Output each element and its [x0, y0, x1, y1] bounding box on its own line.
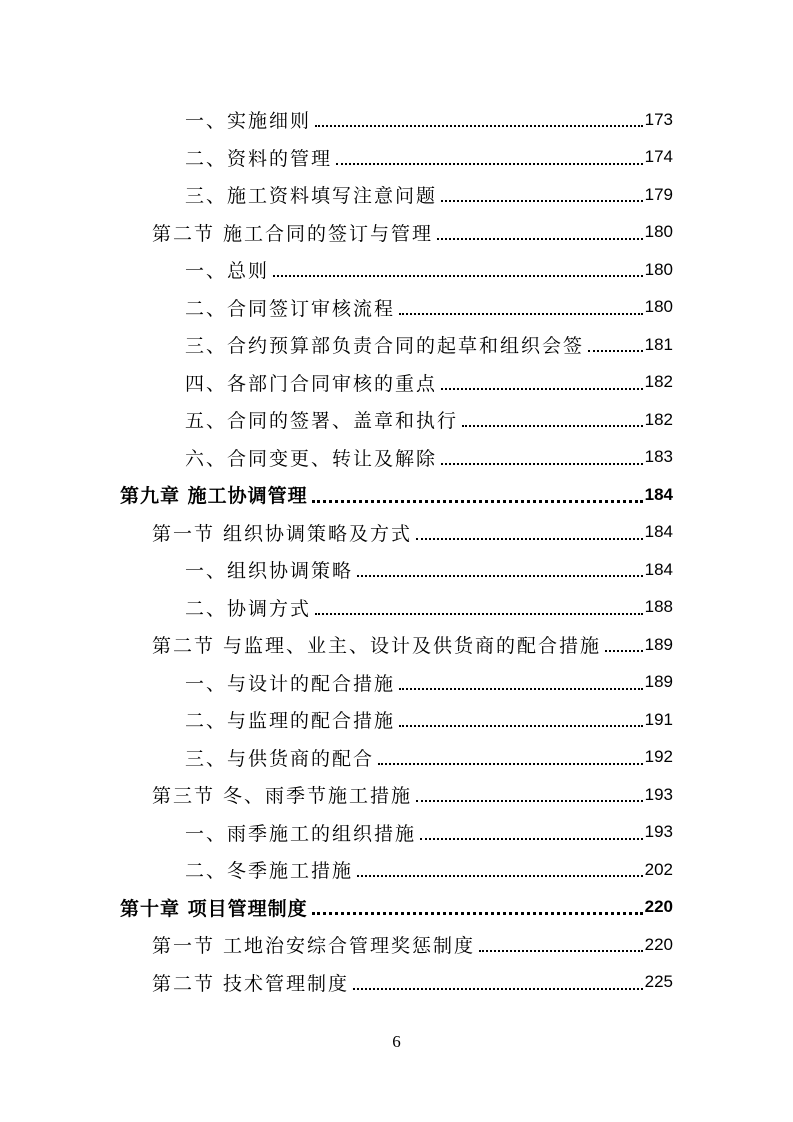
- toc-entry-page: 188: [644, 597, 673, 617]
- toc-entry-page: 184: [644, 559, 673, 579]
- toc-entry-title: 第三节 冬、雨季节施工措施: [152, 785, 413, 808]
- toc-entry-page: 202: [644, 859, 673, 879]
- toc-entry-title: 六、合同变更、转让及解除: [185, 447, 438, 470]
- toc-entry-page: 193: [644, 822, 673, 842]
- toc-entry-title: 第九章 施工协调管理: [120, 485, 308, 508]
- toc-entry[interactable]: [0, 739, 793, 777]
- toc-entry-title: 二、冬季施工措施: [185, 860, 354, 883]
- toc-dot-leader: [441, 369, 643, 390]
- toc-entry-title: 第一节 组织协调策略及方式: [152, 522, 413, 545]
- toc-entry-title: 三、与供货商的配合: [185, 747, 375, 770]
- toc-entry-title: 五、合同的签署、盖章和执行: [185, 410, 459, 433]
- toc-dot-leader: [588, 331, 643, 352]
- toc-dot-leader: [357, 856, 643, 877]
- toc-entry-title: 第一节 工地治安综合管理奖惩制度: [152, 935, 476, 958]
- toc-entry-page: 183: [644, 447, 673, 467]
- toc-entry-page: 193: [644, 784, 673, 804]
- toc-entry[interactable]: [0, 364, 793, 402]
- toc-entry-page: 189: [644, 672, 673, 692]
- toc-entry-page: 184: [644, 522, 673, 542]
- toc-entry[interactable]: [0, 589, 793, 627]
- toc-entry-title: 二、协调方式: [185, 597, 312, 620]
- toc-entry[interactable]: [0, 289, 793, 327]
- toc-entry-title: 一、组织协调策略: [185, 560, 354, 583]
- toc-dot-leader: [416, 781, 643, 802]
- toc-entry-page: 179: [644, 184, 673, 204]
- toc-entry[interactable]: [0, 551, 793, 589]
- toc-section-entry[interactable]: [0, 626, 793, 664]
- toc-entry-page: 180: [644, 222, 673, 242]
- toc-entry-page: 220: [644, 934, 673, 954]
- toc-dot-leader: [605, 631, 643, 652]
- toc-dot-leader: [441, 444, 643, 465]
- toc-dot-leader: [336, 144, 643, 165]
- toc-entry[interactable]: [0, 851, 793, 889]
- toc-entry-page: 220: [644, 897, 673, 917]
- toc-entry-title: 四、各部门合同审核的重点: [185, 372, 438, 395]
- toc-entry-page: 180: [644, 297, 673, 317]
- page-number: 6: [392, 1032, 401, 1051]
- toc-dot-leader: [357, 556, 643, 577]
- toc-entry-title: 一、实施细则: [185, 110, 312, 133]
- toc-entry[interactable]: [0, 814, 793, 852]
- toc-dot-leader: [353, 969, 643, 990]
- toc-section-entry[interactable]: [0, 514, 793, 552]
- toc-entry-title: 三、合约预算部负责合同的起草和组织会签: [185, 335, 585, 358]
- toc-entry-title: 二、合同签订审核流程: [185, 297, 396, 320]
- toc-entry-title: 第二节 与监理、业主、设计及供货商的配合措施: [152, 635, 602, 658]
- toc-dot-leader: [479, 931, 643, 952]
- toc-entry[interactable]: [0, 664, 793, 702]
- toc-section-entry[interactable]: [0, 776, 793, 814]
- toc-dot-leader: [462, 406, 643, 427]
- toc-chapter-entry[interactable]: [0, 476, 793, 514]
- toc-chapter-entry[interactable]: [0, 889, 793, 927]
- toc-entry-title: 一、雨季施工的组织措施: [185, 822, 417, 845]
- toc-entry-page: 173: [644, 109, 673, 129]
- toc-entry-title: 第十章 项目管理制度: [120, 897, 308, 920]
- toc-entry[interactable]: [0, 326, 793, 364]
- toc-entry-title: 二、与监理的配合措施: [185, 710, 396, 733]
- toc-dot-leader: [378, 744, 643, 765]
- toc-section-entry[interactable]: [0, 926, 793, 964]
- toc-dot-leader: [312, 893, 643, 915]
- toc-entry-page: 189: [644, 634, 673, 654]
- toc-entry-page: 192: [644, 747, 673, 767]
- toc-dot-leader: [399, 294, 643, 315]
- toc-entry-page: 225: [644, 972, 673, 992]
- toc-dot-leader: [441, 181, 643, 202]
- toc-section-entry[interactable]: [0, 964, 793, 1002]
- toc-entry-page: 181: [644, 334, 673, 354]
- toc-entry-title: 第二节 施工合同的签订与管理: [152, 222, 434, 245]
- toc-entry-page: 174: [644, 147, 673, 167]
- toc-entry-page: 184: [644, 484, 673, 504]
- toc-dot-leader: [273, 256, 643, 277]
- toc-entry[interactable]: [0, 101, 793, 139]
- toc-dot-leader: [416, 519, 643, 540]
- toc-entry-page: 182: [644, 409, 673, 429]
- toc-entry[interactable]: [0, 401, 793, 439]
- toc-entry-page: 191: [644, 709, 673, 729]
- toc-dot-leader: [437, 219, 643, 240]
- toc-dot-leader: [399, 669, 643, 690]
- toc-dot-leader: [399, 706, 643, 727]
- toc-entry[interactable]: [0, 701, 793, 739]
- toc-dot-leader: [312, 481, 643, 503]
- toc-entry-title: 二、资料的管理: [185, 147, 333, 170]
- toc-entry-title: 第二节 技术管理制度: [152, 972, 350, 995]
- toc-entry-page: 180: [644, 259, 673, 279]
- toc-entry-title: 一、与设计的配合措施: [185, 672, 396, 695]
- toc-section-entry[interactable]: [0, 214, 793, 252]
- toc-entry[interactable]: [0, 439, 793, 477]
- toc-entry-title: 一、总则: [185, 260, 270, 283]
- toc-entry[interactable]: [0, 139, 793, 177]
- toc-entry-page: 182: [644, 372, 673, 392]
- toc-entry[interactable]: [0, 251, 793, 289]
- toc-dot-leader: [315, 106, 643, 127]
- toc-entry[interactable]: [0, 176, 793, 214]
- table-of-contents: [0, 101, 793, 1001]
- toc-dot-leader: [315, 594, 643, 615]
- toc-entry-title: 三、施工资料填写注意问题: [185, 185, 438, 208]
- toc-dot-leader: [420, 819, 643, 840]
